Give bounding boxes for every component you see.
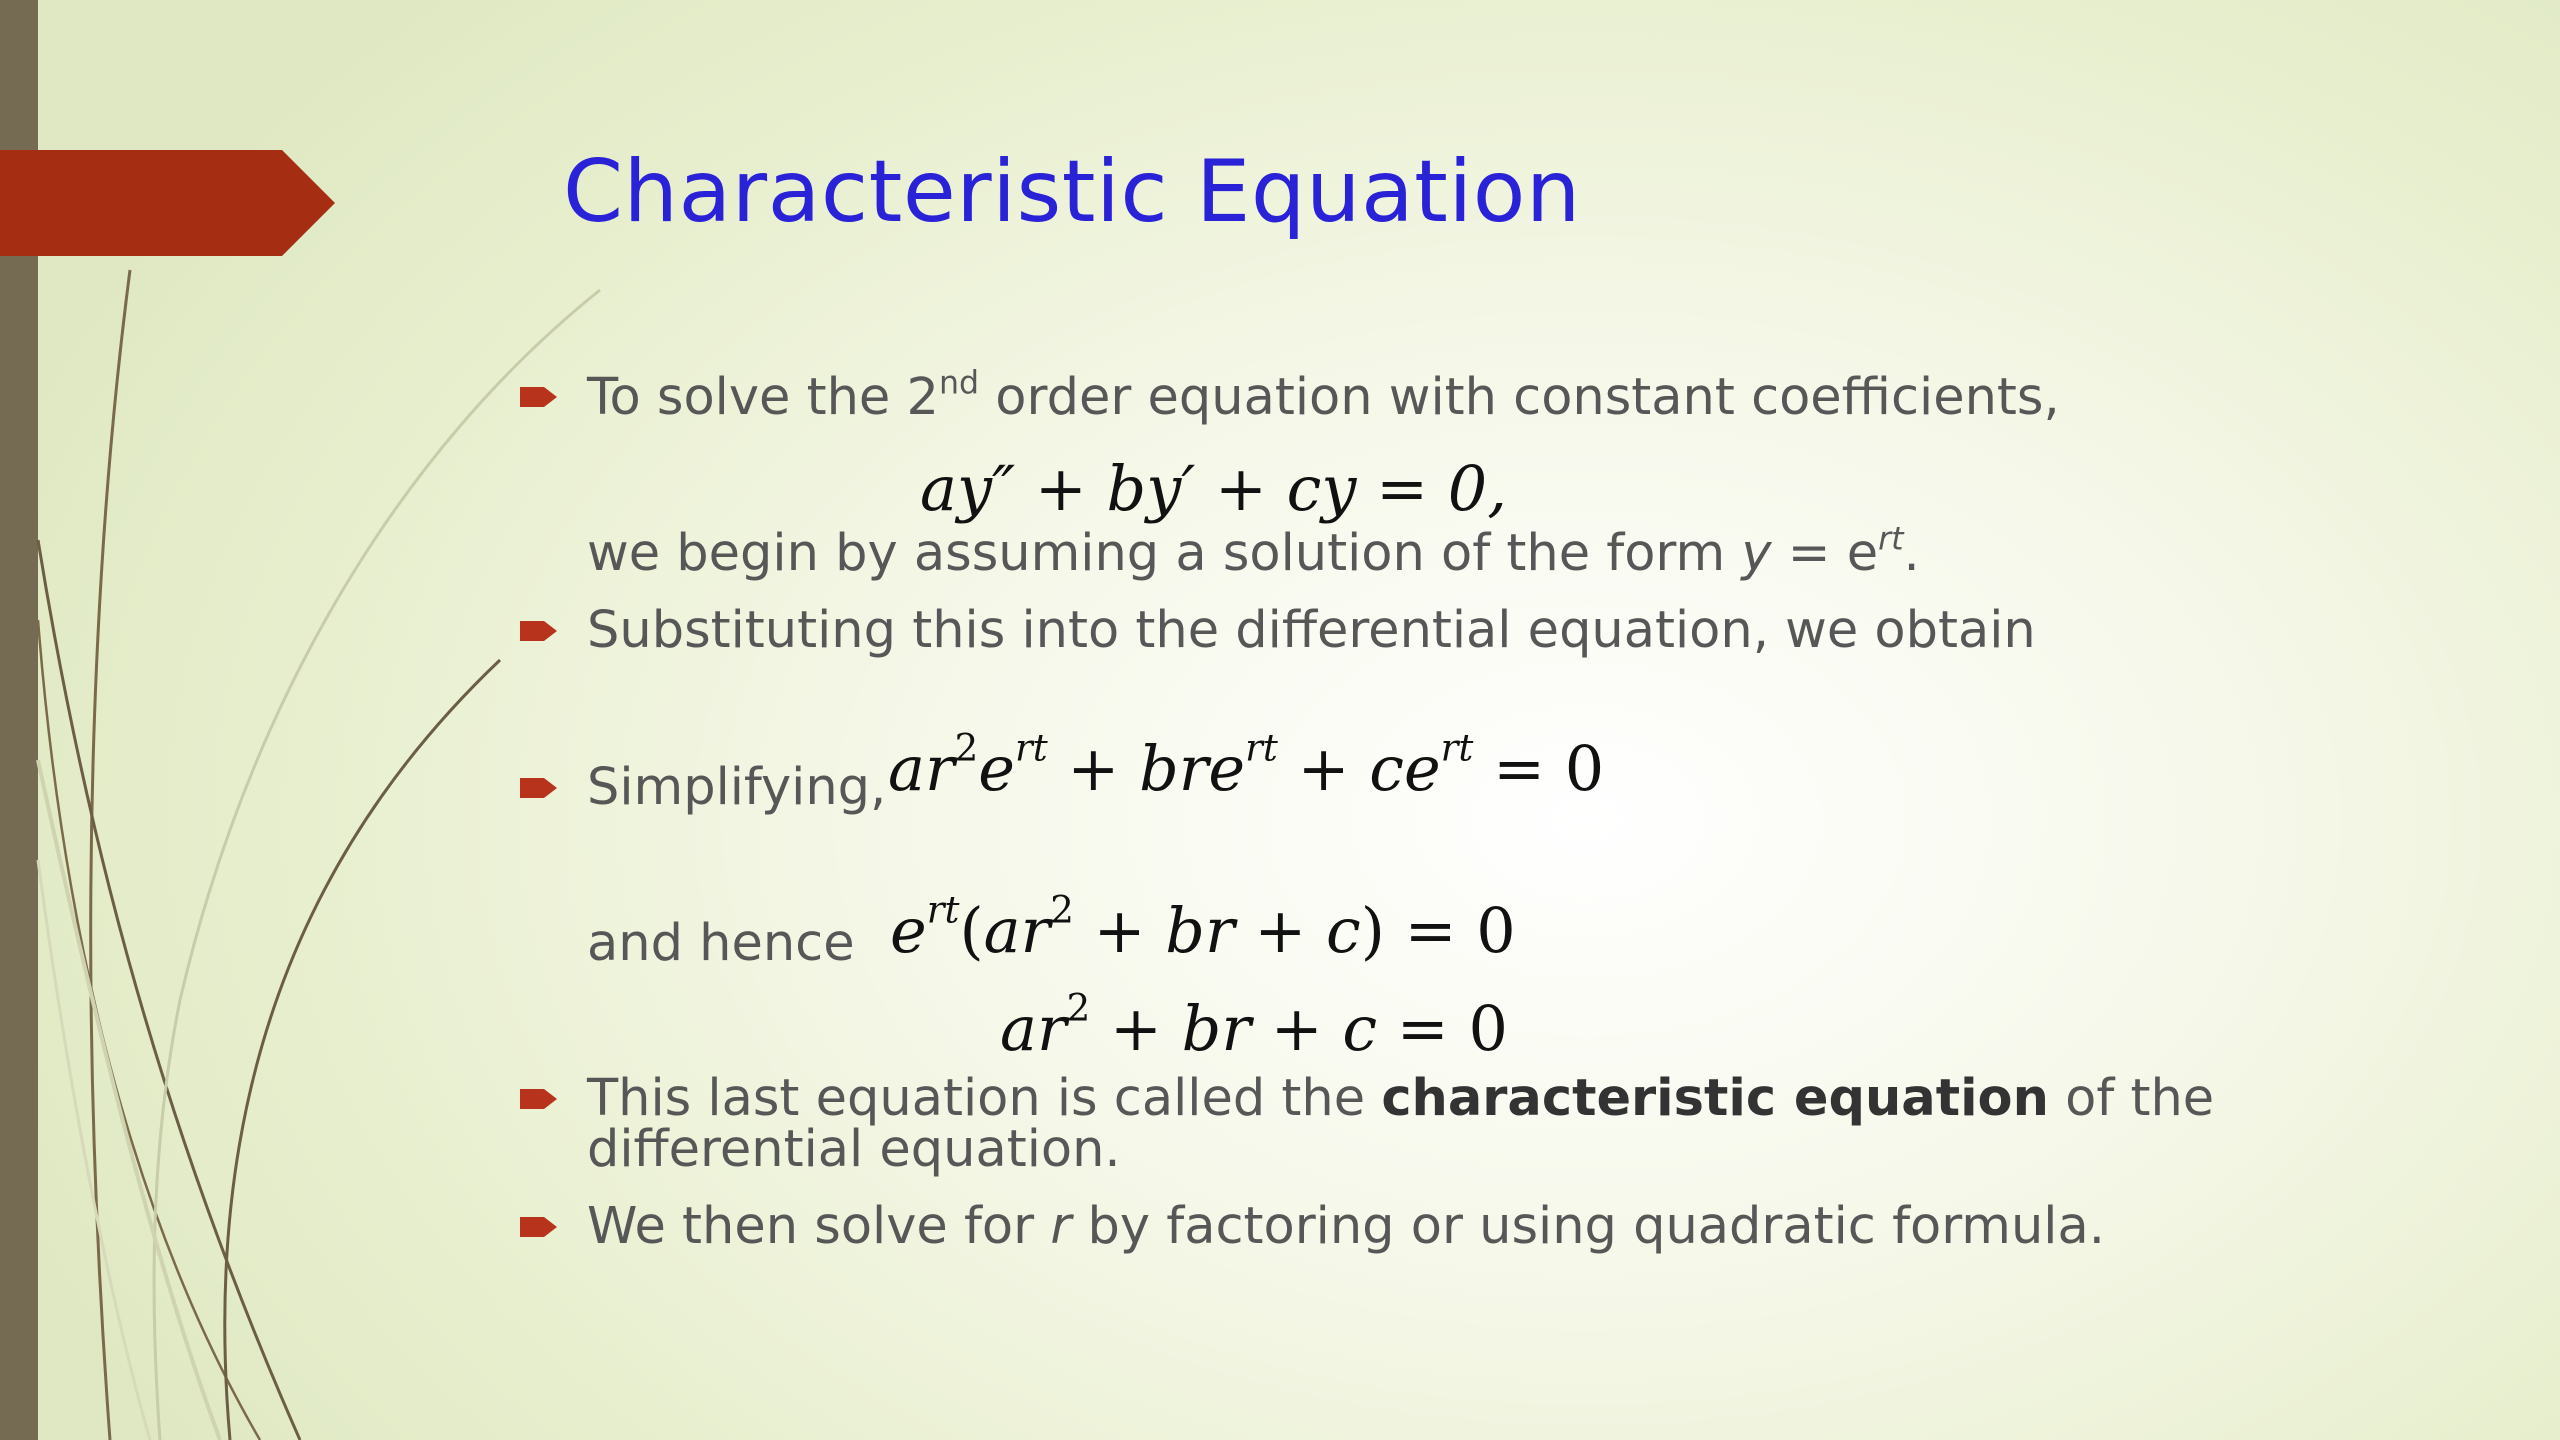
bullet-arrow-icon: [520, 775, 558, 801]
bullet-1-text: To solve the 2nd order equation with constant coefficients,: [587, 365, 2060, 427]
equation-substituted: $ar^2e^{rt} + bre^{rt} + ce^{rt} = 0$: [888, 725, 1605, 805]
and-hence-label: and hence: [587, 914, 855, 973]
bullet-3-label: Simplifying,: [587, 758, 887, 817]
equation-factored: $e^{rt}(ar^2$ + br + c) = 0: [890, 887, 1516, 967]
bullet-5-text: We then solve for r by factoring or using quadratic formula.: [587, 1197, 2105, 1256]
bullet-arrow-icon: [520, 384, 558, 410]
equation-ode: ay″ + by′ + cy = 0,: [920, 452, 1507, 525]
bullet-arrow-icon: [520, 618, 558, 644]
bullet-1-text-line2: we begin by assuming a solution of the form $y = e^{rt}$.: [587, 521, 1920, 583]
equation-characteristic: $ar^2$ + br + c = 0: [1000, 985, 1508, 1065]
bullet-4-text-line2: differential equation.: [587, 1120, 1121, 1179]
slide-title: Characteristic Equation: [563, 142, 1581, 242]
bullet-arrow-icon: [520, 1086, 558, 1112]
bullet-4-text: This last equation is called the characteristic equation of the: [587, 1069, 2215, 1128]
bullet-arrow-icon: [520, 1214, 558, 1240]
title-flag-arrow: [0, 148, 340, 258]
bullet-2-text: Substituting this into the differential equation, we obtain: [587, 601, 2036, 660]
